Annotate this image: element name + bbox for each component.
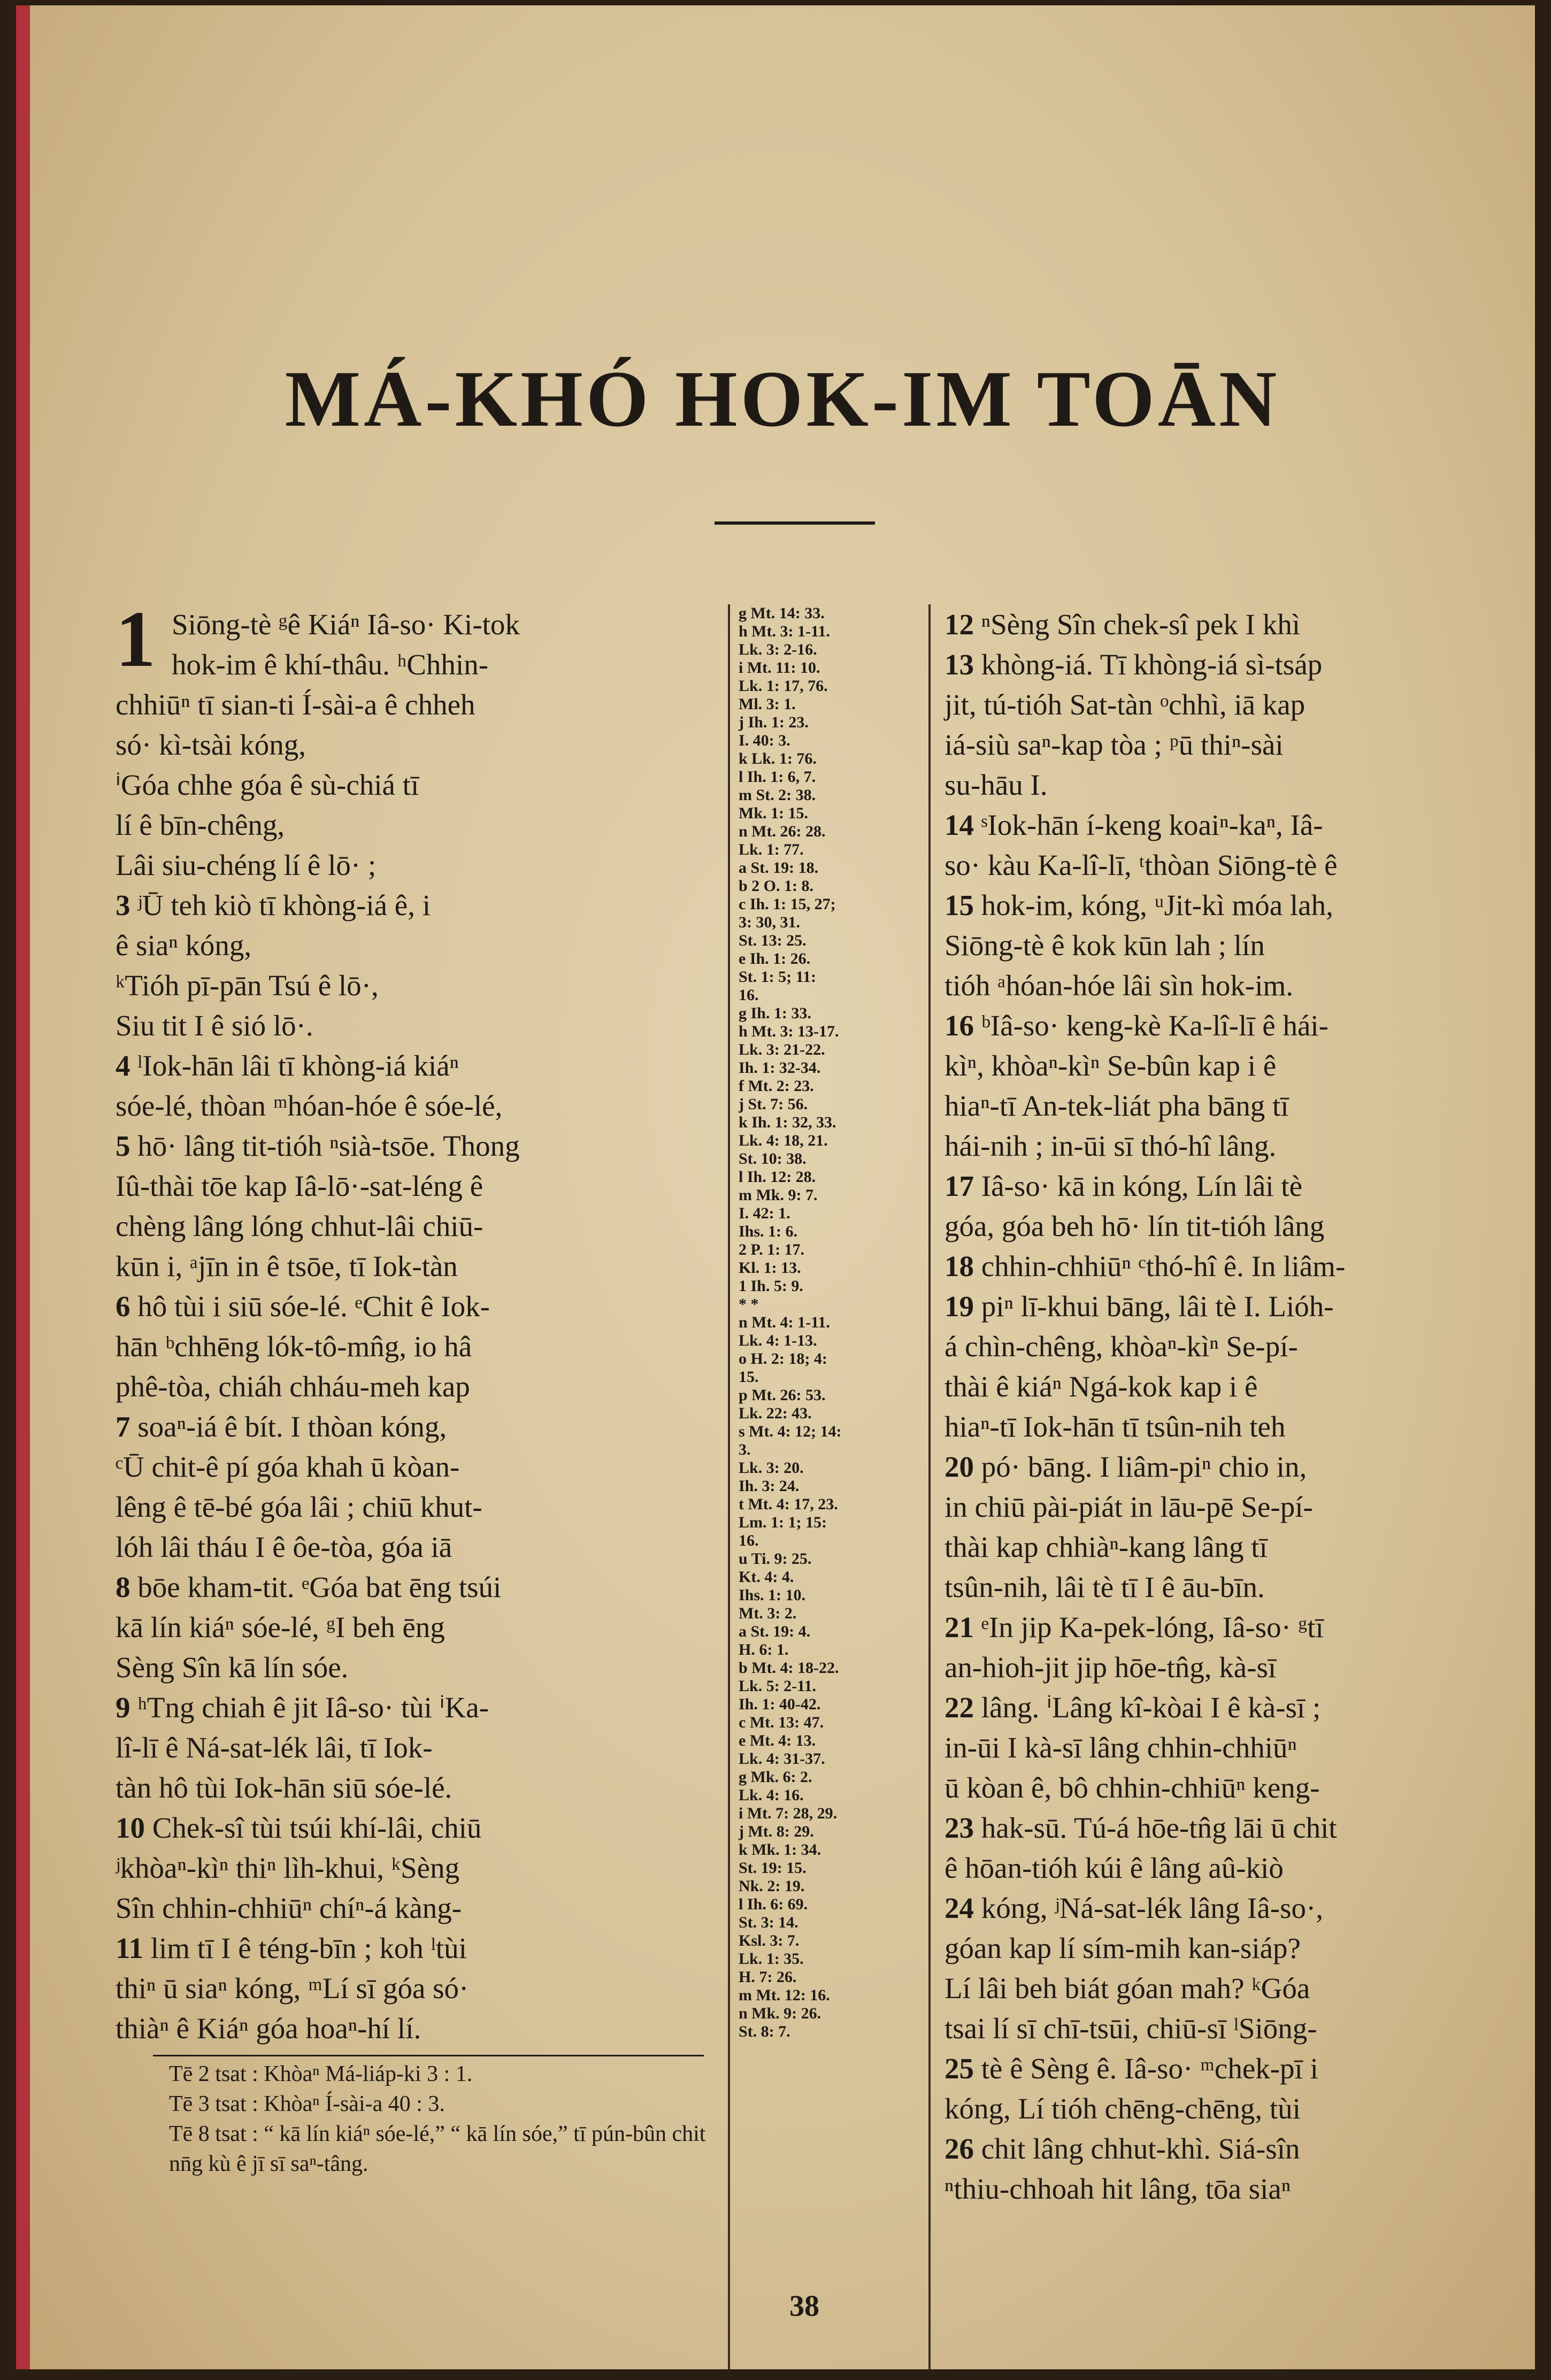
verse-number: 6 [116,1290,138,1323]
cross-reference: Mk. 1: 15. [739,804,808,822]
verse-number: 9 [116,1691,138,1724]
verse-number: 8 [116,1571,138,1603]
cross-reference: l Ih. 1: 6, 7. [739,768,816,786]
cross-reference: k Ih. 1: 32, 33. [739,1114,836,1131]
verse-text: pó· bāng. I liâm-piⁿ chio in, in chiū pài-piát in lāu-pē Se-pí- thài kap chhiàⁿ-kang lâng tī tsûn-nih, lâi tè tī I ê āu-bīn. [945,1450,1313,1603]
cross-reference: St. 3: 14. [739,1914,798,1931]
verse [945,644,1517,805]
cross-reference: 3: 30, 31. [739,913,800,931]
verse-text: hok-im, kóng, ᵘJit-kì móa lah, Siōng-tè ê kok kūn lah ; lín tióh ᵃhóan-hóe lâi sìn hok-im. [945,889,1333,1002]
chapter-number: 1 [116,595,156,684]
verse-text: ᵇIâ-so· keng-kè Ka-lî-lī ê hái- kìⁿ, khòaⁿ-kìⁿ Se-bûn kap i ê hiaⁿ-tī An-tek-liát pha bāng tī hái-nih ; in-ūi sī thó-hî lâng. [945,1009,1329,1162]
cross-reference: 16. [739,986,759,1004]
cross-reference: St. 19: 15. [739,1859,807,1877]
verse [945,1166,1517,1246]
cross-reference: H. 6: 1. [739,1641,789,1659]
verse-text: ˢIok-hān í-keng koaiⁿ-kaⁿ, Iâ- so· kàu Ka-lî-lī, ᵗthòan Siōng-tè ê [945,809,1338,881]
verse-text: kóng, ʲNá-sat-lék lâng Iâ-so·, góan kap lí sím-mih kan-siáp? Lí lâi beh biát góan mah? ᵏGóa tsai lí sī chī-tsūi, chiū-sī ˡSiōng- [945,1892,1324,2045]
verse-text: hak-sū. Tú-á hōe-tn̂g lāi ū chit ê hōan-tióh kúi ê lâng aû-kiò [945,1811,1337,1884]
verse [116,1808,720,1928]
cross-reference: Lk. 4: 1-13. [739,1332,817,1349]
verse-text: lâng. ⁱLâng kî-kòai I ê kà-sī ; in-ūi I kà-sī lâng chhin-chhiūⁿ ū kòan ê, bô chhin-chhiūⁿ keng- [945,1691,1321,1804]
verse-text: ᵉIn jip Ka-pek-lóng, Iâ-so· ᵍtī an-hioh-jit jip hōe-tn̂g, kà-sī [945,1611,1324,1684]
cross-reference: Nk. 2: 19. [739,1877,805,1895]
cross-reference: j Ih. 1: 23. [739,713,809,731]
cross-reference: c Mt. 13: 47. [739,1714,824,1731]
verse [116,1928,720,2048]
cross-reference: e Mt. 4: 13. [739,1732,816,1749]
column-rule-left [728,604,730,2369]
footnote: Tē 8 tsat : “ kā lín kiáⁿ sóe-lé,” “ kā lín sóe,” tī pún-bûn chit nn̄g kù ê jī sī saⁿ-tâng. [169,2122,706,2176]
cross-reference: l Ih. 12: 28. [739,1168,816,1186]
cross-reference: Lk. 1: 17, 76. [739,677,828,695]
verse [945,885,1517,1005]
cross-reference: St. 1: 5; 11: [739,968,816,986]
cross-reference: Lk. 3: 20. [739,1459,804,1477]
verse-text: bōe kham-tit. ᵉGóa bat ēng tsúi kā lín kiáⁿ sóe-lé, ᵍI beh ēng Sèng Sîn kā lín sóe. [116,1571,502,1684]
page-title: MÁ-KHÓ HOK-IM TOĀN [285,355,1280,443]
footnote: Tē 2 tsat : Khòaⁿ Má-liáp-ki 3 : 1. [169,2062,473,2086]
cross-reference: Lk. 22: 43. [739,1404,812,1422]
cross-reference: c Ih. 1: 15, 27; [739,895,836,913]
verse-text: ⁿSèng Sîn chek-sî pek I khì [981,608,1301,641]
cross-reference: 1 Ih. 5: 9. [739,1277,803,1295]
cross-reference: Mt. 3: 2. [739,1604,797,1622]
verse-number: 21 [945,1611,981,1644]
cross-reference: a St. 19: 4. [739,1623,811,1640]
cross-reference: Kl. 1: 13. [739,1259,801,1277]
cross-reference: k Mk. 1: 34. [739,1841,821,1859]
left-text-column [116,595,720,2048]
cross-reference: 16. [739,1532,759,1549]
verse-number: 18 [945,1250,981,1283]
verse [945,1607,1517,1687]
verse [945,1687,1517,1808]
verse-number: 16 [945,1009,981,1042]
cross-reference: Lm. 1: 1; 15: [739,1514,827,1531]
cross-reference: Lk. 3: 2-16. [739,641,817,658]
cross-reference: o H. 2: 18; 4: [739,1350,827,1368]
column-rule-right [928,604,931,2369]
verse-text: Chek-sî tùi tsúi khí-lâi, chiū ʲkhòaⁿ-kìⁿ thiⁿ lìh-khui, ᵏSèng Sîn chhin-chhiūⁿ chíⁿ-á kàng- [116,1811,482,1924]
cross-reference: j Mt. 8: 29. [739,1823,814,1840]
verse-number: 26 [945,2132,981,2165]
cross-reference: t Mt. 4: 17, 23. [739,1495,838,1513]
verse-number: 25 [945,2052,981,2085]
verse-number: 17 [945,1170,981,1202]
cross-reference: I. 42: 1. [739,1204,790,1222]
verse [116,1126,720,1286]
cross-reference: m Mk. 9: 7. [739,1186,818,1204]
verse-number: 4 [116,1049,138,1082]
cross-reference: Lk. 4: 16. [739,1786,804,1804]
verse [116,1687,720,1808]
footnote-rule [153,2055,704,2056]
verse-number: 22 [945,1691,981,1724]
footnotes [169,2059,720,2179]
cross-reference: g Ih. 1: 33. [739,1004,811,1022]
cross-reference: St. 13: 25. [739,932,807,949]
cross-reference: Ih. 3: 24. [739,1477,800,1495]
verse [945,1286,1517,1447]
verse-text: chit lâng chhut-khì. Siá-sîn ⁿthiu-chhoah hit lâng, tōa siaⁿ [945,2132,1300,2205]
cross-reference: Ksl. 3: 7. [739,1932,800,1949]
cross-reference: Ihs. 1: 6. [739,1223,798,1240]
cross-reference: l Ih. 6: 69. [739,1895,808,1913]
cross-reference: 3. [739,1441,751,1458]
verse-text: chhin-chhiūⁿ ᶜthó-hî ê. In liâm- [981,1250,1346,1283]
verse [116,1567,720,1687]
cross-reference: m St. 2: 38. [739,786,816,804]
verse-text: ʰTng chiah ê jit Iâ-so· tùi ⁱKa- lî-lī ê Ná-sat-lék lâi, tī Iok- tàn hô tùi Iok-hān siū sóe-lé. [116,1691,489,1804]
cross-reference: b Mt. 4: 18-22. [739,1659,839,1677]
verse [945,1447,1517,1607]
cross-reference: Ih. 1: 32-34. [739,1059,821,1077]
cross-reference: n Mk. 9: 26. [739,2005,821,2022]
cross-reference: h Mt. 3: 1-11. [739,623,830,640]
verse [116,1046,720,1126]
cross-reference: * * [739,1295,759,1313]
verse-text: ʲŪ teh kiò tī khòng-iá ê, i ê siaⁿ kóng, ᵏTióh pī-pān Tsú ê lō·, Siu tit I ê sió lō·. [116,889,431,1042]
verse-text: soaⁿ-iá ê bít. I thòan kóng, ᶜŪ chit-ê pí góa khah ū kòan- lêng ê tē-bé góa lâi ; chiū khut- lóh lâi tháu I ê ôe-tòa, góa iā [116,1410,482,1563]
cross-reference: j St. 7: 56. [739,1095,808,1113]
left-verses [116,595,720,2048]
verse [116,885,720,1046]
verse-text: khòng-iá. Tī khòng-iá sì-tsáp jit, tú-tióh Sat-tàn ᵒchhì, iā kap iá-siù saⁿ-kap tòa ; ᵖū thiⁿ-sài su-hāu I. [945,648,1323,801]
verse-number: 15 [945,889,981,922]
cross-reference: h Mt. 3: 13-17. [739,1023,839,1040]
verse-number: 5 [116,1130,138,1162]
cross-reference: Lk. 4: 18, 21. [739,1132,828,1149]
verse-number: 7 [116,1410,138,1443]
verse [945,1808,1517,1888]
cross-reference: H. 7: 26. [739,1968,797,1986]
verse-number: 14 [945,809,981,841]
cross-reference: Kt. 4: 4. [739,1568,794,1586]
cross-reference: s Mt. 4: 12; 14: [739,1423,842,1440]
verse [116,1286,720,1407]
verse-number: 3 [116,889,138,922]
verse [945,2048,1517,2129]
cross-reference: b 2 O. 1: 8. [739,877,814,895]
verse-text: hô tùi i siū sóe-lé. ᵉChit ê Iok- hān ᵇchhēng lók-tô-mn̂g, io hâ phê-tòa, chiáh chháu-meh kap [116,1290,490,1403]
cross-reference: St. 8: 7. [739,2023,790,2040]
verse [116,595,720,885]
cross-reference: k Lk. 1: 76. [739,750,817,767]
cross-reference: i Mt. 11: 10. [739,659,820,677]
cross-reference: f Mt. 2: 23. [739,1077,814,1095]
cross-reference: Lk. 5: 2-11. [739,1677,817,1695]
cross-reference: a St. 19: 18. [739,859,819,877]
verse-number: 10 [116,1811,152,1844]
cross-reference: Ih. 1: 40-42. [739,1695,821,1713]
verse-text: Iâ-so· kā in kóng, Lín lâi tè góa, góa beh hō· lín tit-tióh lâng [945,1170,1325,1242]
footnote: Tē 3 tsat : Khòaⁿ Í-sài-a 40 : 3. [169,2092,445,2116]
cross-reference: g Mk. 6: 2. [739,1768,812,1786]
verse [945,1888,1517,2048]
verse-text: ˡIok-hān lâi tī khòng-iá kiáⁿ sóe-lé, thòan ᵐhóan-hóe ê sóe-lé, [116,1049,503,1122]
cross-references [739,604,920,2041]
verse-text: piⁿ lī-khui bāng, lâi tè I. Lióh- á chìn-chêng, khòaⁿ-kìⁿ Se-pí- thài ê kiáⁿ Ngá-kok kap i ê hiaⁿ-tī Iok-hān tī tsûn-nih teh [945,1290,1334,1443]
verse [945,2129,1517,2209]
cross-reference: p Mt. 26: 53. [739,1386,826,1404]
cross-reference: Ml. 3: 1. [739,695,796,713]
title-divider [715,521,875,525]
cross-reference: u Ti. 9: 25. [739,1550,812,1568]
verse-number: 23 [945,1811,981,1844]
verse-number: 12 [945,608,981,641]
cross-reference: i Mt. 7: 28, 29. [739,1805,838,1822]
cross-reference: n Mt. 4: 1-11. [739,1314,830,1331]
cross-reference: St. 10: 38. [739,1150,807,1168]
verse-text: lim tī I ê téng-bīn ; koh ˡtùi thiⁿ ū siaⁿ kóng, ᵐLí sī góa só· thiàⁿ ê Kiáⁿ góa hoaⁿ-hí lí. [116,1932,469,2045]
verse-text: hō· lâng tit-tióh ⁿsià-tsōe. Thong Iû-thài tōe kap Iâ-lō·-sat-léng ê chèng lâng lóng chhut-lâi chiū- kūn i, ᵃjīn in ê tsōe, tī Iok-tàn [116,1130,520,1283]
verse [945,805,1517,885]
cross-reference: 2 P. 1: 17. [739,1241,805,1258]
cross-reference: Lk. 1: 35. [739,1950,804,1968]
cross-reference: I. 40: 3. [739,732,790,749]
verse [945,1005,1517,1166]
cross-reference: Lk. 3: 21-22. [739,1041,825,1058]
cross-reference: m Mt. 12: 16. [739,1986,830,2004]
right-text-column [945,604,1517,2209]
cross-reference: n Mt. 26: 28. [739,823,826,840]
verse-number: 20 [945,1450,981,1483]
verse [945,1246,1517,1286]
verse-text: tè ê Sèng ê. Iâ-so· ᵐchek-pī i kóng, Lí tióh chēng-chēng, tùi [945,2052,1318,2125]
cross-reference: Lk. 1: 77. [739,841,804,858]
verse-number: 24 [945,1892,981,1924]
verse [116,1407,720,1567]
cross-reference: g Mt. 14: 33. [739,604,825,622]
cross-reference: e Ih. 1: 26. [739,950,811,968]
verse-number: 13 [945,648,981,681]
page-number: 38 [789,2290,819,2323]
verse-text: Siōng-tè ᵍê Kiáⁿ Iâ-so· Ki-tok hok-im ê khí-thâu. ʰChhin- chhiūⁿ tī sian-ti Í-sài-a ê chheh só· kì-tsài kóng, ⁱGóa chhe góa ê sù-chiá tī lí ê bīn-chêng, Lâi siu-chéng lí ê lō· ; [116,608,520,881]
cross-reference: 15. [739,1368,759,1386]
bible-page [16,5,1535,2369]
cross-reference: Ihs. 1: 10. [739,1586,806,1604]
cross-reference: Lk. 4: 31-37. [739,1750,825,1768]
verse [945,604,1517,644]
verse-number: 11 [116,1932,151,1964]
verse-number: 19 [945,1290,981,1323]
